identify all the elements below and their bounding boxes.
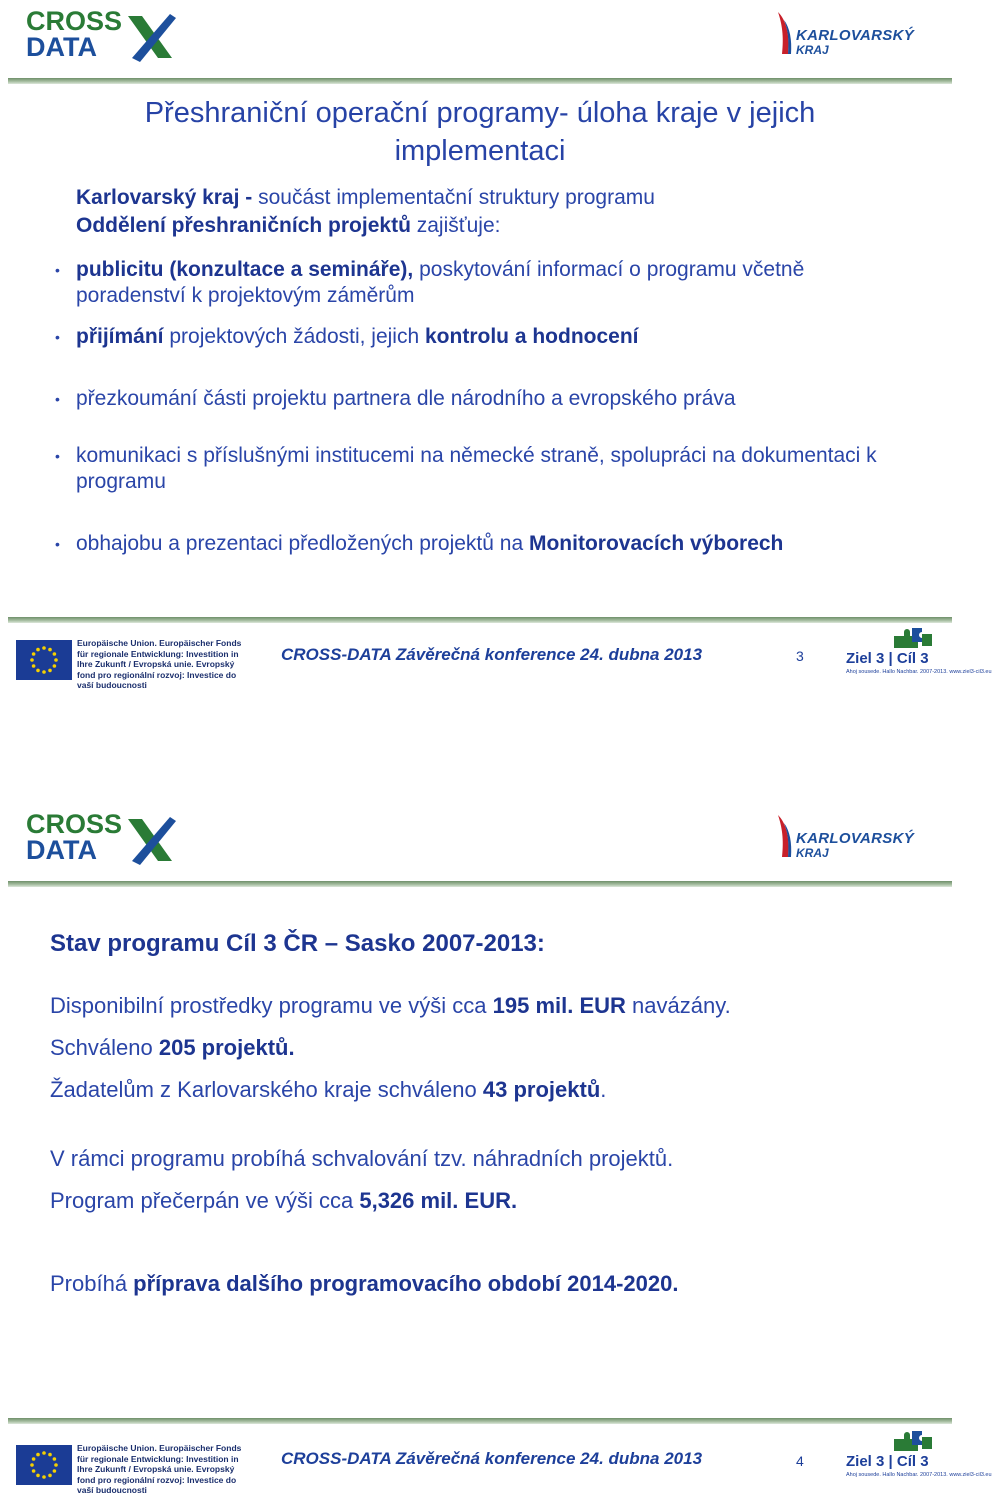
intro-2-bold: Oddělení přeshraničních projektů: [76, 214, 411, 237]
kraj-flag-icon: [776, 813, 798, 859]
x-mark-icon: [122, 10, 178, 64]
eu-funding-text: Europäische Union. Europäischer Fonds für regionale Entwicklung: Investition in Ihre Zukunft / Evropská unie. Evropský fond pro regionální rozvoj: Investice do vaší budoucnosti: [77, 1443, 242, 1495]
bullet-1-bold: publicitu (konzultace a semináře),: [76, 258, 414, 281]
footer-caption: CROSS-DATA Závěrečná konference 24. dubna 2013: [281, 645, 703, 664]
bullet-text: [76, 257, 896, 309]
puzzle-icon: [888, 1429, 934, 1453]
preparation-text: Probíhá: [50, 1271, 134, 1296]
status-line-funds: [50, 993, 731, 1019]
intro-1-text: součást implementační struktury programu: [252, 186, 655, 209]
logo-data-word: DATA: [26, 835, 97, 865]
footer-caption: CROSS-DATA Závěrečná konference 24. dubna 2013: [281, 1449, 703, 1468]
slide-3: [0, 0, 992, 700]
header-divider: [8, 881, 952, 887]
intro-line-2: [76, 214, 500, 238]
bullet-icon: •: [55, 329, 60, 345]
kraj-word: KRAJ: [796, 846, 829, 860]
ziel-subtitle: Ahoj sousede. Hallo Nachbar. 2007-2013. www.ziel3-cil3.eu: [846, 1472, 992, 1478]
intro-2-text: zajišťuje:: [410, 214, 501, 237]
karlovarsky-kraj-logo: [776, 10, 916, 58]
ziel3-logo: [842, 1429, 992, 1485]
bullet-text: [76, 531, 896, 557]
approved-count: 205 projektů.: [158, 1035, 295, 1060]
slide-title: Přeshraniční operační programy- úloha kraje v jejich implementaci: [144, 97, 816, 167]
funds-text: Disponibilní prostředky programu ve výši cca: [50, 993, 493, 1018]
footer-divider: [8, 617, 952, 623]
kraj-word: KRAJ: [796, 43, 829, 57]
overdrawn-amount: 5,326 mil. EUR.: [359, 1188, 518, 1213]
ziel3-logo: [842, 626, 992, 682]
ziel-title: Ziel 3 | Cíl 3: [846, 650, 929, 667]
bullet-icon: •: [55, 448, 60, 464]
status-line-approved: [50, 1035, 295, 1061]
bullet-2-bold-2: kontrolu a hodnocení: [425, 325, 639, 348]
cross-data-logo: [26, 8, 186, 64]
bullet-2-text: projektových žádosti, jejich: [163, 325, 425, 348]
region-text: Žadatelům z Karlovarského kraje schváleno: [50, 1077, 483, 1102]
status-line-preparation: [50, 1271, 678, 1297]
eu-flag-icon: [16, 1445, 72, 1485]
x-mark-icon: [122, 813, 178, 867]
bullet-text: komunikaci s příslušnými institucemi na německé straně, spolupráci na dokumentaci k programu: [76, 444, 877, 493]
puzzle-icon: [888, 626, 934, 650]
region-count: 43 projektů: [482, 1077, 601, 1102]
funds-amount: 195 mil. EUR: [492, 993, 626, 1018]
approved-text: Schváleno: [50, 1035, 159, 1060]
logo-data-word: DATA: [26, 32, 97, 62]
slide-heading: Stav programu Cíl 3 ČR – Sasko 2007-2013:: [50, 930, 545, 957]
bullet-icon: •: [55, 262, 60, 278]
status-line-replacement: V rámci programu probíhá schvalování tzv. náhradních projektů.: [50, 1146, 674, 1171]
bullet-text: [76, 324, 896, 350]
region-suffix: .: [600, 1077, 607, 1102]
page-number: 3: [796, 648, 804, 664]
bullet-text: přezkoumání části projektu partnera dle národního a evropského práva: [76, 387, 736, 410]
logo-cross-word: CROSS: [26, 6, 123, 36]
bullet-5-bold: Monitorovacích výborech: [528, 532, 784, 555]
kraj-name: KARLOVARSKÝ: [796, 27, 915, 44]
preparation-bold: příprava dalšího programovacího období 2014-2020.: [133, 1271, 679, 1296]
eu-flag-icon: [16, 640, 72, 680]
ziel-subtitle: Ahoj sousede. Hallo Nachbar. 2007-2013. www.ziel3-cil3.eu: [846, 669, 992, 675]
bullet-icon: •: [55, 391, 60, 407]
intro-1-bold: Karlovarský kraj -: [76, 186, 253, 209]
page-number: 4: [796, 1453, 804, 1469]
overdrawn-text: Program přečerpán ve výši cca: [50, 1188, 360, 1213]
intro-line-1: [76, 186, 655, 210]
bullet-2-bold-1: přijímání: [76, 325, 164, 348]
bullet-1-text: poskytování informací o programu včetně poradenství k projektovým záměrům: [76, 258, 805, 307]
slide-4: [0, 803, 992, 1495]
ziel-title: Ziel 3 | Cíl 3: [846, 1453, 929, 1470]
bullet-5-text: obhajobu a prezentaci předložených projektů na: [76, 532, 529, 555]
funds-suffix: navázány.: [625, 993, 731, 1018]
footer-divider: [8, 1418, 952, 1424]
status-line-region: [50, 1077, 606, 1103]
status-line-overdrawn: [50, 1188, 517, 1214]
eu-funding-text: Europäische Union. Europäischer Fonds für regionale Entwicklung: Investition in Ihre Zukunft / Evropská unie. Evropský fond pro regionální rozvoj: Investice do vaší budoucnosti: [77, 638, 242, 690]
cross-data-logo: [26, 811, 186, 867]
karlovarsky-kraj-logo: [776, 813, 916, 861]
kraj-name: KARLOVARSKÝ: [796, 830, 915, 847]
kraj-flag-icon: [776, 10, 798, 56]
logo-cross-word: CROSS: [26, 809, 123, 839]
bullet-icon: •: [55, 536, 60, 552]
header-divider: [8, 78, 952, 84]
